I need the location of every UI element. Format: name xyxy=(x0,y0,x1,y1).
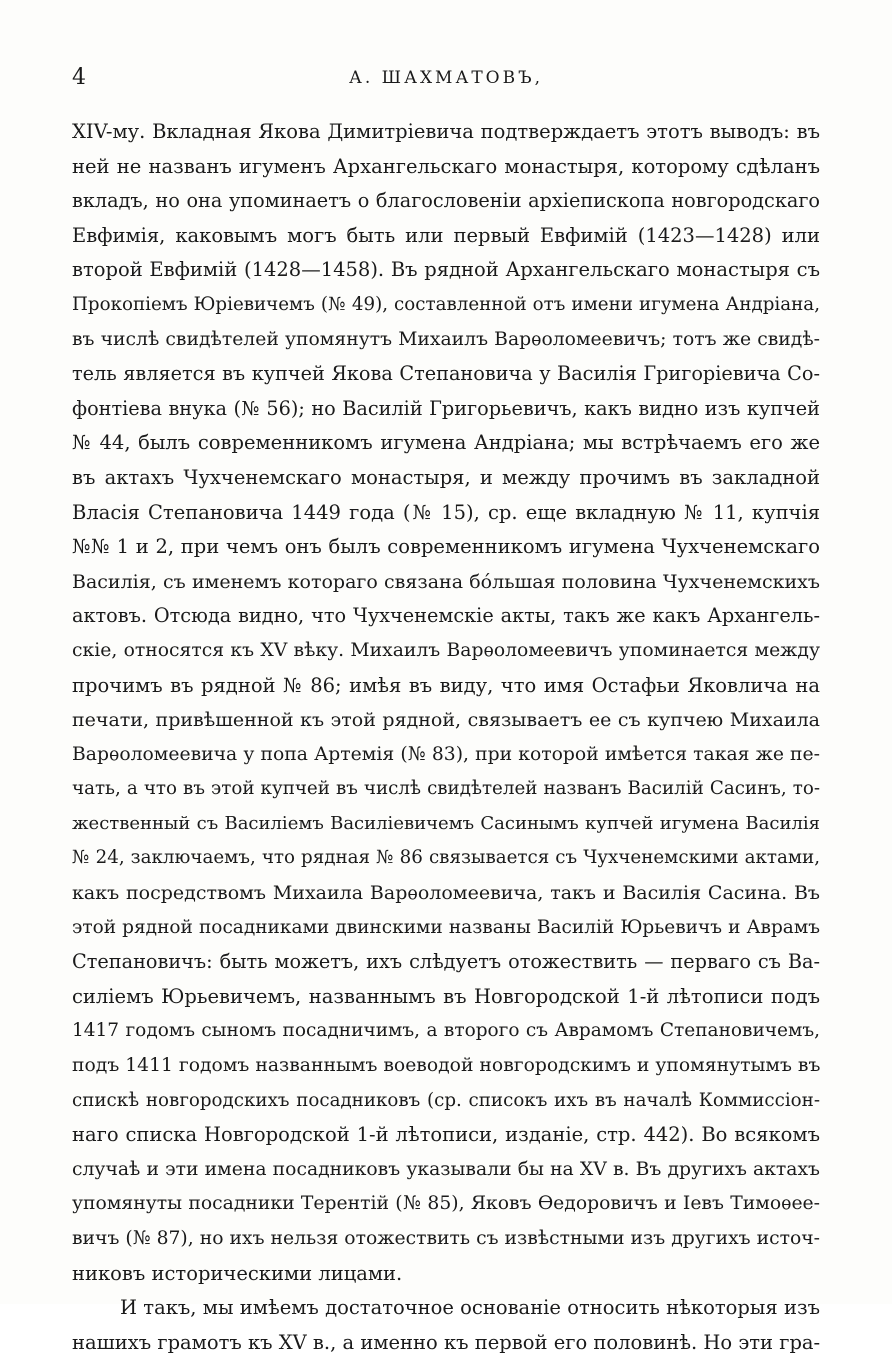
page-number: 4 xyxy=(72,65,86,90)
text-line: Власія Степановича 1449 года (№ 15), ср. еще вкладную № 11, купчія xyxy=(72,500,820,524)
text-line: упомянуты посадники Терентій (№ 85), Яковъ Ѳедоровичъ и Іевъ Тимоѳее- xyxy=(72,1193,820,1215)
text-line: прочимъ въ рядной № 86; имѣя въ виду, что имя Остафьи Яковлича на xyxy=(72,673,820,697)
text-line: № 24, заключаемъ, что рядная № 86 связывается съ Чухченемскими актами, xyxy=(72,847,820,869)
text-line: Прокопіемъ Юріевичемъ (№ 49), составленной отъ имени игумена Андріана, xyxy=(72,293,820,315)
text-line: фонтіева внука (№ 56); но Василій Григорьевичъ, какъ видно изъ купчей xyxy=(72,396,820,420)
text-line: случаѣ и эти имена посадниковъ указывали бы на XV в. Въ другихъ актахъ xyxy=(72,1158,820,1180)
text-line: № 44, былъ современникомъ игумена Андріана; мы встрѣчаемъ его же xyxy=(72,431,820,455)
body-text xyxy=(72,115,820,1360)
text-line: подъ 1411 годомъ названнымъ воеводой новгородскимъ и упомянутымъ въ xyxy=(72,1055,821,1077)
text-line: XIV-му. Вкладная Якова Димитріевича подтверждаетъ этотъ выводъ: въ xyxy=(72,120,820,143)
text-line: актовъ. Отсюда видно, что Чухченемскіе акты, такъ же какъ Архангель- xyxy=(72,604,820,628)
text-line: №№ 1 и 2, при чемъ онъ былъ современникомъ игумена Чухченемскаго xyxy=(72,535,820,559)
text-line: спискѣ новгородскихъ посадниковъ (ср. списокъ ихъ въ началѣ Коммиссіон- xyxy=(72,1089,820,1111)
text-line: Евфимія, каковымъ могъ быть или первый Евфимій (1423—1428) или xyxy=(72,223,820,247)
text-line: этой рядной посадниками двинскими названы Василій Юрьевичъ и Аврамъ xyxy=(72,916,820,938)
text-line: въ числѣ свидѣтелей упомянутъ Михаилъ Варѳоломеевичъ; тотъ же свидѣ- xyxy=(72,328,820,350)
text-line: тель является въ купчей Якова Степановича у Василія Григоріевича Со- xyxy=(72,362,820,386)
text-line: въ актахъ Чухченемскаго монастыря, и между прочимъ въ закладной xyxy=(72,465,820,489)
text-line: Варѳоломеевича у попа Артемія (№ 83), при которой имѣется такая же пе- xyxy=(72,743,820,765)
text-line: никовъ историческими лицами. xyxy=(72,1261,403,1285)
text-line: ней не названъ игуменъ Архангельскаго монастыря, которому сдѣланъ xyxy=(72,154,820,178)
text-line: скіе, относятся къ XV вѣку. Михаилъ Варѳоломеевичъ упоминается между xyxy=(72,639,820,661)
text-line: чать, а что въ этой купчей въ числѣ свидѣтелей названъ Василій Сасинъ, то- xyxy=(72,778,820,800)
running-title: А. ШАХМАТОВЪ, xyxy=(348,68,544,88)
text-line: Василія, съ именемъ котораго связана бо́льшая половина Чухченемскихъ xyxy=(72,570,820,593)
text-line: Степановичъ: быть можетъ, ихъ слѣдуетъ отожествить — перваго съ Ва- xyxy=(72,950,820,974)
text-line: какъ посредствомъ Михаила Варѳоломеевича, такъ и Василія Сасина. Въ xyxy=(72,882,820,905)
text-line: силіемъ Юрьевичемъ, названнымъ въ Новгородской 1-й лѣтописи подъ xyxy=(72,984,820,1008)
text-line: нашихъ грамотъ къ XV в., а именно къ первой его половинѣ. Но эти гра- xyxy=(72,1330,821,1354)
text-line: второй Евфимій (1428—1458). Въ рядной Архангельскаго монастыря съ xyxy=(72,258,820,282)
text-line: И такъ, мы имѣемъ достаточное основаніе относить нѣкоторыя изъ xyxy=(120,1296,820,1320)
text-line: вичъ (№ 87), но ихъ нельзя отожествить съ извѣстными изъ другихъ источ- xyxy=(72,1228,820,1249)
text-line: печати, привѣшенной къ этой рядной, связываетъ ее съ купчею Михаила xyxy=(72,709,820,732)
text-line: вкладъ, но она упоминаетъ о благословеніи архіепископа новгородскаго xyxy=(72,189,820,213)
text-line: 1417 годомъ сыномъ посадничимъ, а второго съ Аврамомъ Степановичемъ, xyxy=(72,1020,820,1042)
page-header xyxy=(72,62,820,94)
text-line: наго списка Новгородской 1-й лѣтописи, изданіе, стр. 442). Во всякомъ xyxy=(72,1123,820,1147)
text-line: жественный съ Василіемъ Василіевичемъ Сасинымъ купчей игумена Василія xyxy=(72,812,820,834)
